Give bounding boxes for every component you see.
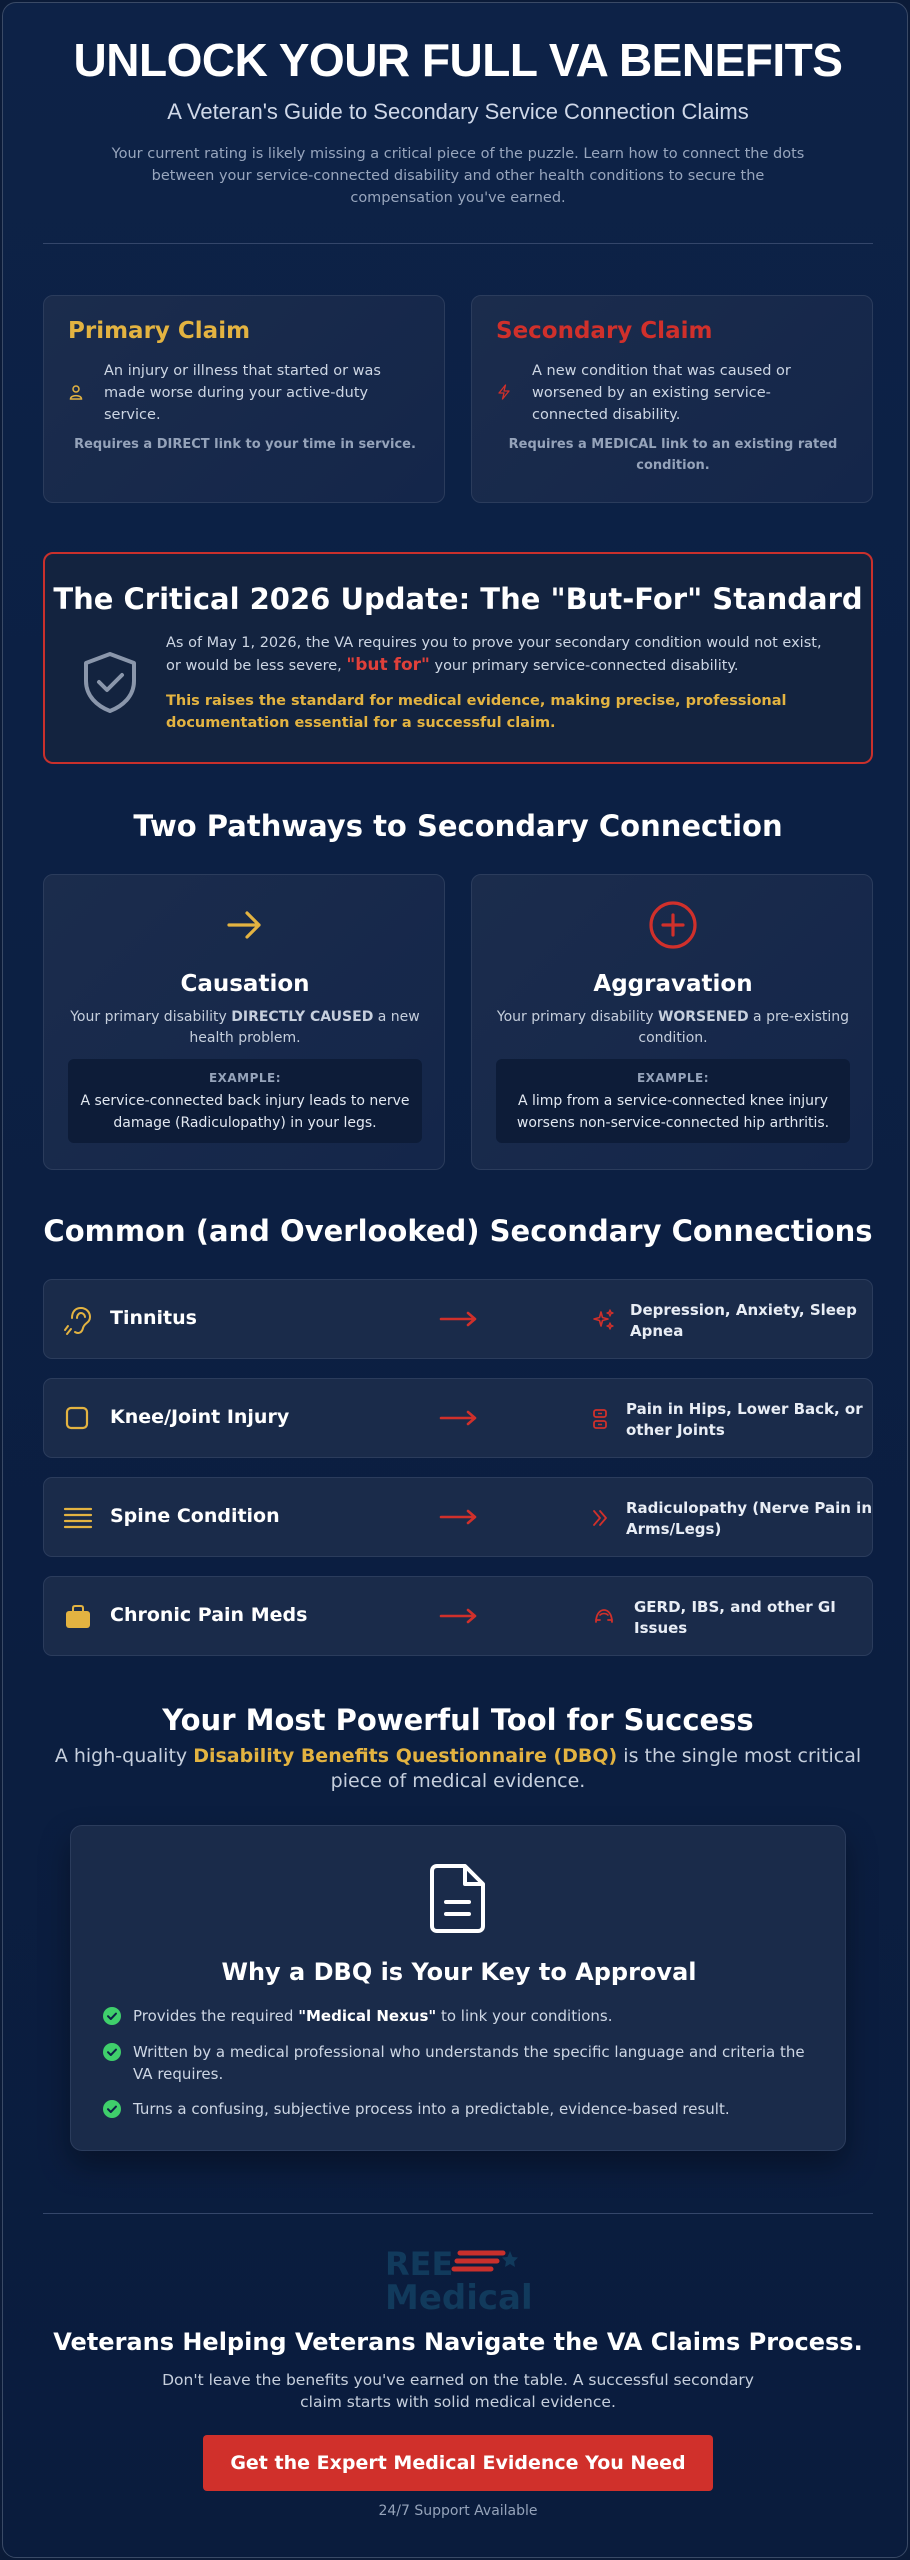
example-label: EXAMPLE: [636, 1071, 710, 1085]
connection-primary: Chronic Pain Meds [110, 1604, 308, 1626]
secondary-claim-requirement: Requires a MEDICAL link to an existing rated condition. [508, 437, 838, 473]
causation-card [43, 874, 445, 1170]
aggravation-example [496, 1059, 850, 1143]
aggravation-description: Your primary disability WORSENED a pre-existing condition. [496, 1009, 850, 1046]
check-circle-icon [103, 2007, 121, 2025]
primary-claim-requirement: Requires a DIRECT link to your time in service. [74, 437, 416, 452]
ear-icon [62, 1304, 94, 1336]
pathways-title: Two Pathways to Secondary Connection [133, 809, 783, 843]
briefcase-icon [62, 1601, 94, 1633]
dbq-bullet-text: Turns a confusing, subjective process into a predictable, evidence-based result. [133, 2100, 730, 2118]
check-circle-icon [103, 2043, 121, 2061]
connection-primary: Tinnitus [110, 1307, 197, 1329]
arrow-right-icon [439, 1406, 479, 1430]
hero-description: Your current rating is likely missing a critical piece of the puzzle. Learn how to connect the dots between your service-connected disability and other health conditions to secure the compensation you've earned. [111, 146, 805, 206]
svg-text:Medical: Medical [385, 2278, 533, 2313]
arrow-right-icon [439, 1307, 479, 1331]
svg-text:REE: REE [385, 2245, 454, 2283]
primary-claim-card [43, 295, 445, 503]
company-logo [385, 2243, 535, 2313]
primary-claim-title: Primary Claim [68, 318, 251, 344]
causation-title: Causation [180, 971, 310, 997]
causation-example [68, 1059, 422, 1143]
lightning-icon [496, 384, 512, 400]
lines-icon [62, 1502, 94, 1534]
causation-description: Your primary disability DIRECTLY CAUSED a new health problem. [70, 1009, 420, 1046]
secondary-claim-card [471, 295, 873, 503]
arrow-right-icon [439, 1604, 479, 1628]
arrow-right-icon [439, 1505, 479, 1529]
secondary-claim-description: A new condition that was caused or worsened by an existing service-connected disability. [532, 363, 791, 423]
connection-result: Pain in Hips, Lower Back, or other Joints [626, 1400, 863, 1439]
dbq-description: A high-quality Disability Benefits Questionnaire (DBQ) is the single most critical piece of medical evidence. [54, 1745, 862, 1792]
dbq-card-title: Why a DBQ is Your Key to Approval [221, 1958, 697, 1986]
connection-row [43, 1378, 873, 1458]
connection-primary: Knee/Joint Injury [110, 1406, 290, 1428]
example-text: A service-connected back injury leads to nerve damage (Radiculopathy) in your legs. [80, 1093, 410, 1131]
divider [43, 243, 873, 244]
dbq-card [70, 1825, 846, 2151]
dbq-title: Your Most Powerful Tool for Success [162, 1703, 754, 1737]
aggravation-title: Aggravation [593, 971, 753, 997]
connection-row [43, 1279, 873, 1359]
dbq-highlight: Disability Benefits Questionnaire (DBQ) [193, 1745, 618, 1767]
connection-row [43, 1576, 873, 1656]
dbq-bullet-text: Written by a medical professional who understands the specific language and criteria the VA requires. [133, 2043, 805, 2083]
aggravation-card [471, 874, 873, 1170]
person-icon [68, 384, 84, 400]
update-title: The Critical 2026 Update: The "But-For" Standard [53, 582, 863, 616]
support-note: 24/7 Support Available [378, 2503, 538, 2519]
double-chevron-icon [588, 1506, 612, 1530]
hero-title: UNLOCK YOUR FULL VA BENEFITS [73, 34, 843, 86]
connection-result: Depression, Anxiety, Sleep Apnea [630, 1301, 857, 1340]
critical-update-box [43, 552, 873, 764]
example-label: EXAMPLE: [208, 1071, 282, 1085]
cta-button[interactable]: Get the Expert Medical Evidence You Need [203, 2435, 713, 2491]
but-for-highlight: "but for" [346, 655, 430, 675]
update-description: As of May 1, 2026, the VA requires you to prove your secondary condition would not exist, or would be less severe, "but for" your primary service-connected disability. [166, 635, 822, 675]
connection-row [43, 1477, 873, 1557]
plus-circle-icon [647, 899, 699, 951]
connection-result: Radiculopathy (Nerve Pain in Arms/Legs) [626, 1499, 873, 1538]
check-circle-icon [103, 2100, 121, 2118]
sparkles-icon [592, 1308, 616, 1332]
connection-result: GERD, IBS, and other GI Issues [634, 1598, 836, 1637]
square-icon [62, 1403, 94, 1435]
primary-claim-description: An injury or illness that started or was made worse during your active-duty service. [104, 363, 381, 423]
stomach-icon [592, 1605, 616, 1629]
connections-title: Common (and Overlooked) Secondary Connections [43, 1214, 873, 1248]
divider [43, 2213, 873, 2214]
connection-primary: Spine Condition [110, 1505, 280, 1527]
secondary-claim-title: Secondary Claim [496, 318, 713, 344]
shield-check-icon [79, 650, 141, 714]
footer-description: Don't leave the benefits you've earned on the table. A successful secondary claim starts with solid medical evidence. [162, 2371, 754, 2411]
example-text: A limp from a service-connected knee injury worsens non-service-connected hip arthritis. [516, 1093, 830, 1131]
infographic-frame [2, 2, 908, 2558]
footer-title: Veterans Helping Veterans Navigate the VA Claims Process. [53, 2328, 863, 2356]
update-warning: This raises the standard for medical evidence, making precise, professional documentation essential for a successful claim. [166, 693, 787, 731]
hero-subtitle: A Veteran's Guide to Secondary Service Connection Claims [167, 99, 749, 124]
document-icon [429, 1862, 489, 1934]
arrow-right-icon [223, 903, 267, 947]
joints-icon [588, 1407, 612, 1431]
dbq-bullet-text: Provides the required "Medical Nexus" to link your conditions. [133, 2007, 613, 2025]
